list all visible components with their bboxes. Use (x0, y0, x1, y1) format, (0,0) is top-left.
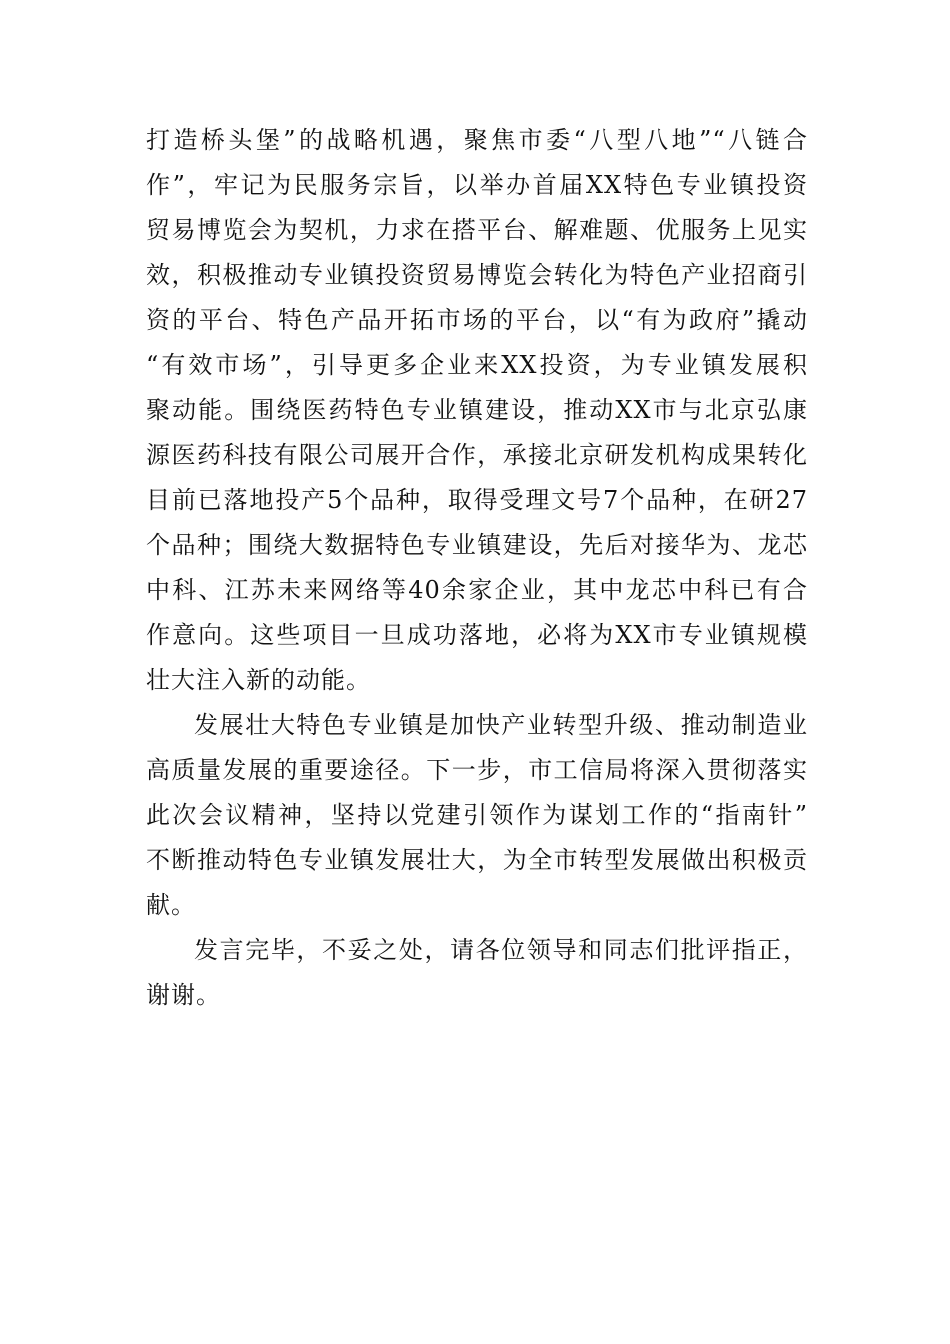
text-line: 谢谢。 (146, 981, 221, 1009)
text-line: 打造桥头堡”的战略机遇，聚焦市委“八型八地”“八链合 (146, 126, 808, 154)
paragraph-2 (146, 703, 808, 928)
text-line: 源医药科技有限公司展开合作，承接北京研发机构成果转化 (146, 441, 808, 469)
text-line: 聚动能。围绕医药特色专业镇建设，推动XX市与北京弘康 (146, 396, 808, 424)
text-line: “有效市场”，引导更多企业来XX投资，为专业镇发展积 (146, 351, 808, 379)
text-line: 献。 (146, 891, 196, 919)
text-line: 此次会议精神，坚持以党建引领作为谋划工作的“指南针” (146, 801, 808, 829)
paragraph-3 (146, 928, 808, 1018)
text-line: 壮大注入新的动能。 (146, 666, 371, 694)
text-line: 个品种；围绕大数据特色专业镇建设，先后对接华为、龙芯 (146, 531, 808, 559)
text-line: 高质量发展的重要途径。下一步，市工信局将深入贯彻落实 (146, 756, 808, 784)
paragraph-1 (146, 118, 808, 703)
text-line: 不断推动特色专业镇发展壮大，为全市转型发展做出积极贡 (146, 846, 808, 874)
text-line: 目前已落地投产5个品种，取得受理文号7个品种，在研27 (146, 486, 808, 514)
text-line: 作意向。这些项目一旦成功落地，必将为XX市专业镇规模 (146, 621, 808, 649)
document-body (146, 118, 808, 1018)
text-line: 资的平台、特色产品开拓市场的平台，以“有为政府”撬动 (146, 306, 808, 334)
text-line: 贸易博览会为契机，力求在搭平台、解难题、优服务上见实 (146, 216, 808, 244)
text-line: 发言完毕，不妥之处，请各位领导和同志们批评指正， (194, 936, 808, 964)
text-line: 效，积极推动专业镇投资贸易博览会转化为特色产业招商引 (146, 261, 808, 289)
text-line: 中科、江苏未来网络等40余家企业，其中龙芯中科已有合 (146, 576, 808, 604)
text-line: 作”，牢记为民服务宗旨，以举办首届XX特色专业镇投资 (146, 171, 808, 199)
text-line: 发展壮大特色专业镇是加快产业转型升级、推动制造业 (194, 711, 808, 739)
